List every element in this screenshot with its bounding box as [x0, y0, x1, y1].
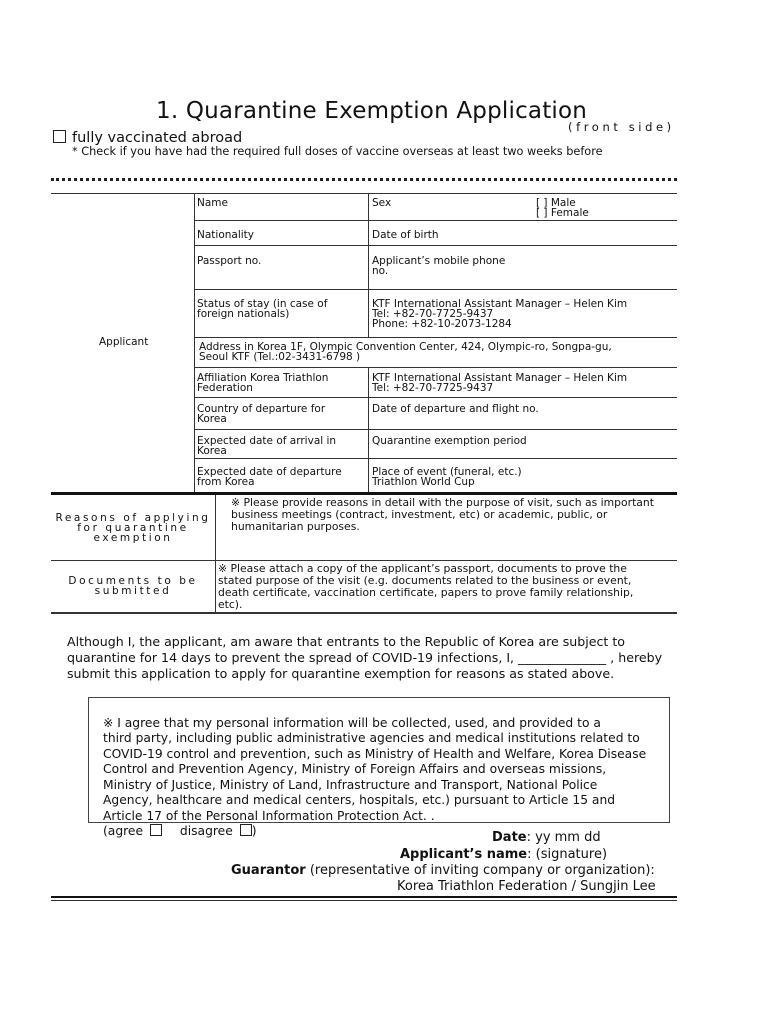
date-value[interactable]: : yy mm dd [526, 830, 601, 845]
applicant-signature[interactable]: : (signature) [527, 847, 608, 862]
event-place-value: Place of event (funeral, etc.) Triathlon World Cup [372, 466, 522, 488]
reasons-label: Reasons of applying for quarantine exemption [55, 512, 211, 544]
section-divider [51, 492, 677, 495]
row-line [194, 337, 677, 338]
applicant-name-line [400, 847, 607, 862]
consent-close-paren: ) [251, 824, 257, 838]
applicant-section-label: Applicant [99, 336, 149, 348]
side-note: (front side) [568, 120, 675, 134]
departure-from-label: Expected date of departure from Korea [197, 466, 342, 488]
guarantor-desc: (representative of inviting company or organization): [305, 863, 655, 878]
mid-col-divider [368, 367, 369, 493]
sex-label: Sex [372, 197, 392, 209]
vaccination-note: * Check if you have had the required full doses of vaccine overseas at least two weeks before [72, 145, 603, 158]
guarantor-label: Guarantor [231, 863, 306, 878]
documents-note: ※ Please attach a copy of the applicant’s passport, documents to prove the stated purpose of the visit (e.g. documents related to the business or event, death certificate, vaccination certificate, papers to prove family relationship, etc). [218, 562, 634, 611]
consent-text: ※ I agree that my personal information will be collected, used, and provided to a third party, including public administrative agencies and medical institutions related to COVID-19 control and prevention, such as Ministry of Health and Welfare, Korea Disease Control and Prevention Agency, Ministry of Foreign Affairs and overseas missions, Ministry of Justice, Ministry of Land, Infrastructure and Transport, National Police Agency, healthcare and medical centers, hospitals, etc.) pursuant to Article 15 and Article 17 of the Personal Information Protection Act. . [103, 715, 647, 823]
table-top-border [51, 178, 677, 181]
date-label: Date [492, 830, 527, 845]
bottom-rule [51, 900, 677, 901]
reasons-col-divider [215, 495, 216, 612]
page-title: 1. Quarantine Exemption Application [156, 98, 588, 124]
table-line [51, 193, 677, 194]
row-line [51, 560, 677, 561]
applicant-name-label: Applicant’s name [400, 847, 528, 862]
exemption-period-label: Quarantine exemption period [372, 435, 527, 447]
mobile-label: Applicant’s mobile phone no. [372, 255, 506, 277]
vaccinated-option[interactable] [53, 130, 242, 146]
guarantor-name: Korea Triathlon Federation / Sungjin Lee [397, 879, 656, 894]
vaccinated-label: fully vaccinated abroad [72, 130, 243, 146]
nationality-label: Nationality [197, 229, 255, 241]
documents-label: Documents to be submitted [68, 575, 198, 597]
arrival-label: Expected date of arrival in Korea [197, 435, 337, 457]
date-line [492, 830, 601, 845]
name-label: Name [197, 197, 228, 209]
agree-label: (agree [103, 824, 144, 838]
passport-label: Passport no. [197, 255, 262, 267]
row-line [194, 458, 677, 459]
reasons-note: ※ Please provide reasons in detail with the purpose of visit, such as important business meetings (contract, investment, etc) or academic, public, or humanitarian purposes. [231, 496, 654, 533]
sex-female-option[interactable]: [ ] Female [536, 207, 589, 219]
departure-date-label: Date of departure and flight no. [372, 403, 539, 415]
mid-col-divider [368, 193, 369, 337]
guarantor-line [231, 863, 655, 878]
row-line [194, 245, 677, 246]
disagree-label: disagree [179, 824, 233, 838]
applicant-col-divider [194, 193, 195, 493]
dob-label: Date of birth [372, 229, 439, 241]
row-line [194, 367, 677, 368]
disagree-checkbox[interactable] [240, 824, 252, 836]
row-line [194, 397, 677, 398]
status-value: KTF International Assistant Manager – Helen Kim Tel: +82-70-7725-9437 Phone: +82-10-2073-1284 [372, 298, 628, 330]
sex-male-option[interactable]: [ ] Male [536, 197, 576, 209]
row-line [194, 289, 677, 290]
affiliation-value: KTF International Assistant Manager – Helen Kim Tel: +82-70-7725-9437 [372, 372, 628, 394]
declaration-text: Although I, the applicant, am aware that entrants to the Republic of Korea are subject to quarantine for 14 days to prevent the spread of COVID-19 infections, I, ______________ , hereby submit this application to apply for quarantine exemption for reasons as stated above. [67, 634, 663, 681]
table-bottom-border [51, 612, 677, 614]
affiliation-label: Affiliation Korea Triathlon Federation [197, 372, 329, 394]
row-line [194, 429, 677, 430]
agree-checkbox[interactable] [150, 824, 162, 836]
bottom-rule [51, 896, 677, 898]
departure-country-label: Country of departure for Korea [197, 403, 326, 425]
row-line [194, 220, 677, 221]
status-label: Status of stay (in case of foreign nationals) [197, 298, 328, 320]
address-field: Address in Korea 1F, Olympic Convention Center, 424, Olympic-ro, Songpa-gu, Seoul KTF (Tel.:02-3431-6798 ) [199, 341, 612, 363]
vaccinated-checkbox[interactable] [53, 130, 66, 143]
